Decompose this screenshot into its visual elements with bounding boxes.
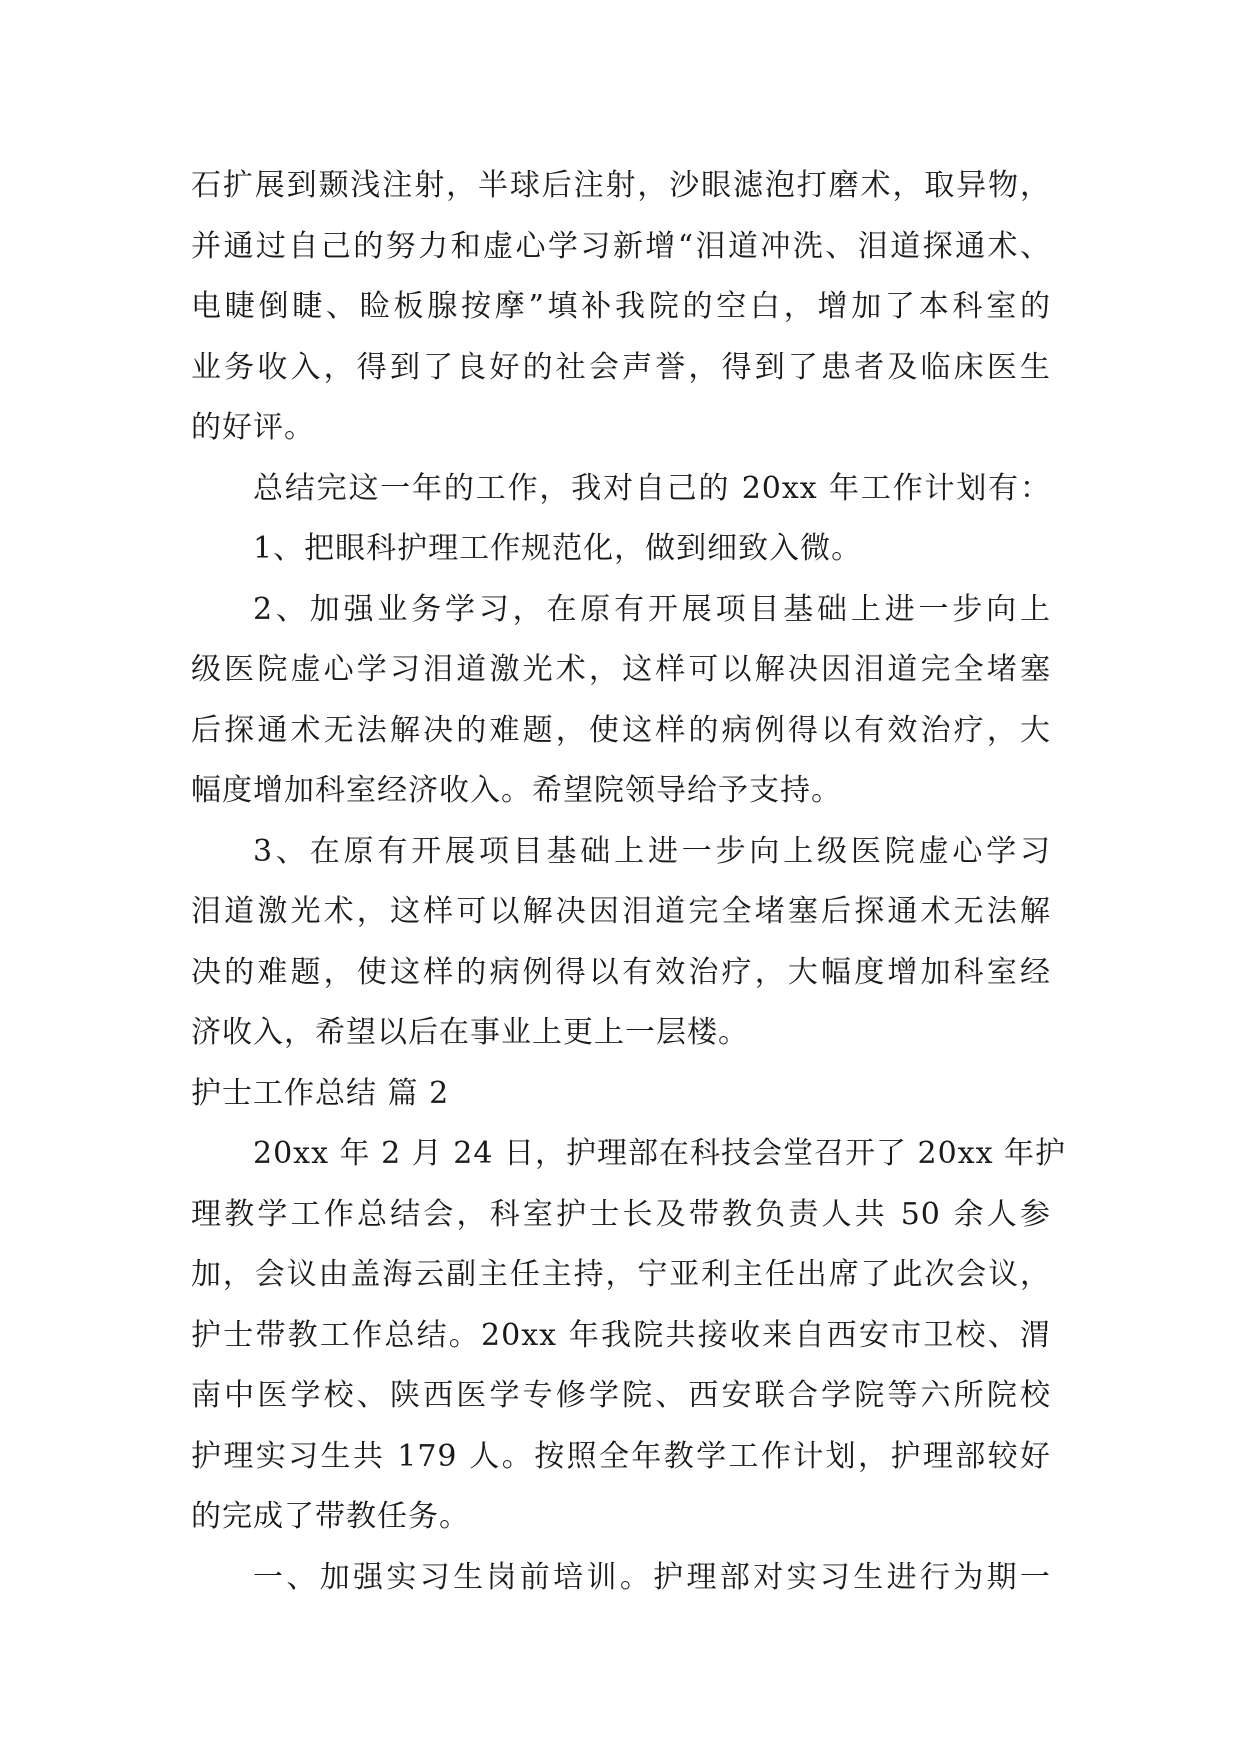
text-line: 的完成了带教任务。 (191, 1499, 470, 1534)
text-line: 济收入，希望以后在事业上更上一层楼。 (191, 1015, 749, 1050)
text-line: 的好评。 (191, 410, 315, 445)
document-body (191, 166, 1067, 1618)
text-line: 护士带教工作总结。20xx 年我院共接收来自西安市卫校、渭 (191, 1317, 1051, 1353)
text-line: 1、把眼科护理工作规范化，做到细致入微。 (253, 531, 863, 566)
text-line: 3、在原有开展项目基础上进一步向上级医院虚心学习 (253, 833, 1051, 869)
text-line: 20xx 年 2 月 24 日，护理部在科技会堂召开了 20xx 年护 (253, 1136, 1067, 1171)
text-line: 业务收入，得到了良好的社会声誉，得到了患者及临床医生 (191, 349, 1051, 385)
text-line: 总结完这一年的工作，我对自己的 20xx 年工作计划有： (253, 470, 1051, 506)
text-line: 理教学工作总结会，科室护士长及带教负责人共 50 余人参 (191, 1196, 1051, 1232)
text-line: 石扩展到颞浅注射，半球后注射，沙眼滤泡打磨术，取异物， (191, 168, 1051, 203)
text-line: 南中医学校、陕西医学专修学院、西安联合学院等六所院校 (191, 1378, 1051, 1413)
text-line: 护理实习生共 179 人。按照全年教学工作计划，护理部较好 (191, 1438, 1051, 1474)
text-line: 决的难题，使这样的病例得以有效治疗，大幅度增加科室经 (191, 954, 1051, 990)
text-line: 幅度增加科室经济收入。希望院领导给予支持。 (191, 773, 842, 808)
text-line: 泪道激光术，这样可以解决因泪道完全堵塞后探通术无法解 (191, 894, 1051, 929)
text-line: 并通过自己的努力和虚心学习新增“泪道冲洗、泪道探通术、 (191, 228, 1051, 264)
text-line: 一、加强实习生岗前培训。护理部对实习生进行为期一 (253, 1559, 1051, 1595)
text-line: 后探通术无法解决的难题，使这样的病例得以有效治疗，大 (191, 712, 1051, 748)
text-line: 电睫倒睫、睑板腺按摩”填补我院的空白，增加了本科室的 (191, 289, 1051, 324)
text-line: 级医院虚心学习泪道激光术，这样可以解决因泪道完全堵塞 (191, 652, 1051, 687)
section-heading: 护士工作总结 篇 2 (191, 1075, 450, 1111)
text-line: 2、加强业务学习，在原有开展项目基础上进一步向上 (253, 591, 1051, 627)
text-line: 加，会议由盖海云副主任主持，宁亚利主任出席了此次会议， (191, 1257, 1051, 1292)
